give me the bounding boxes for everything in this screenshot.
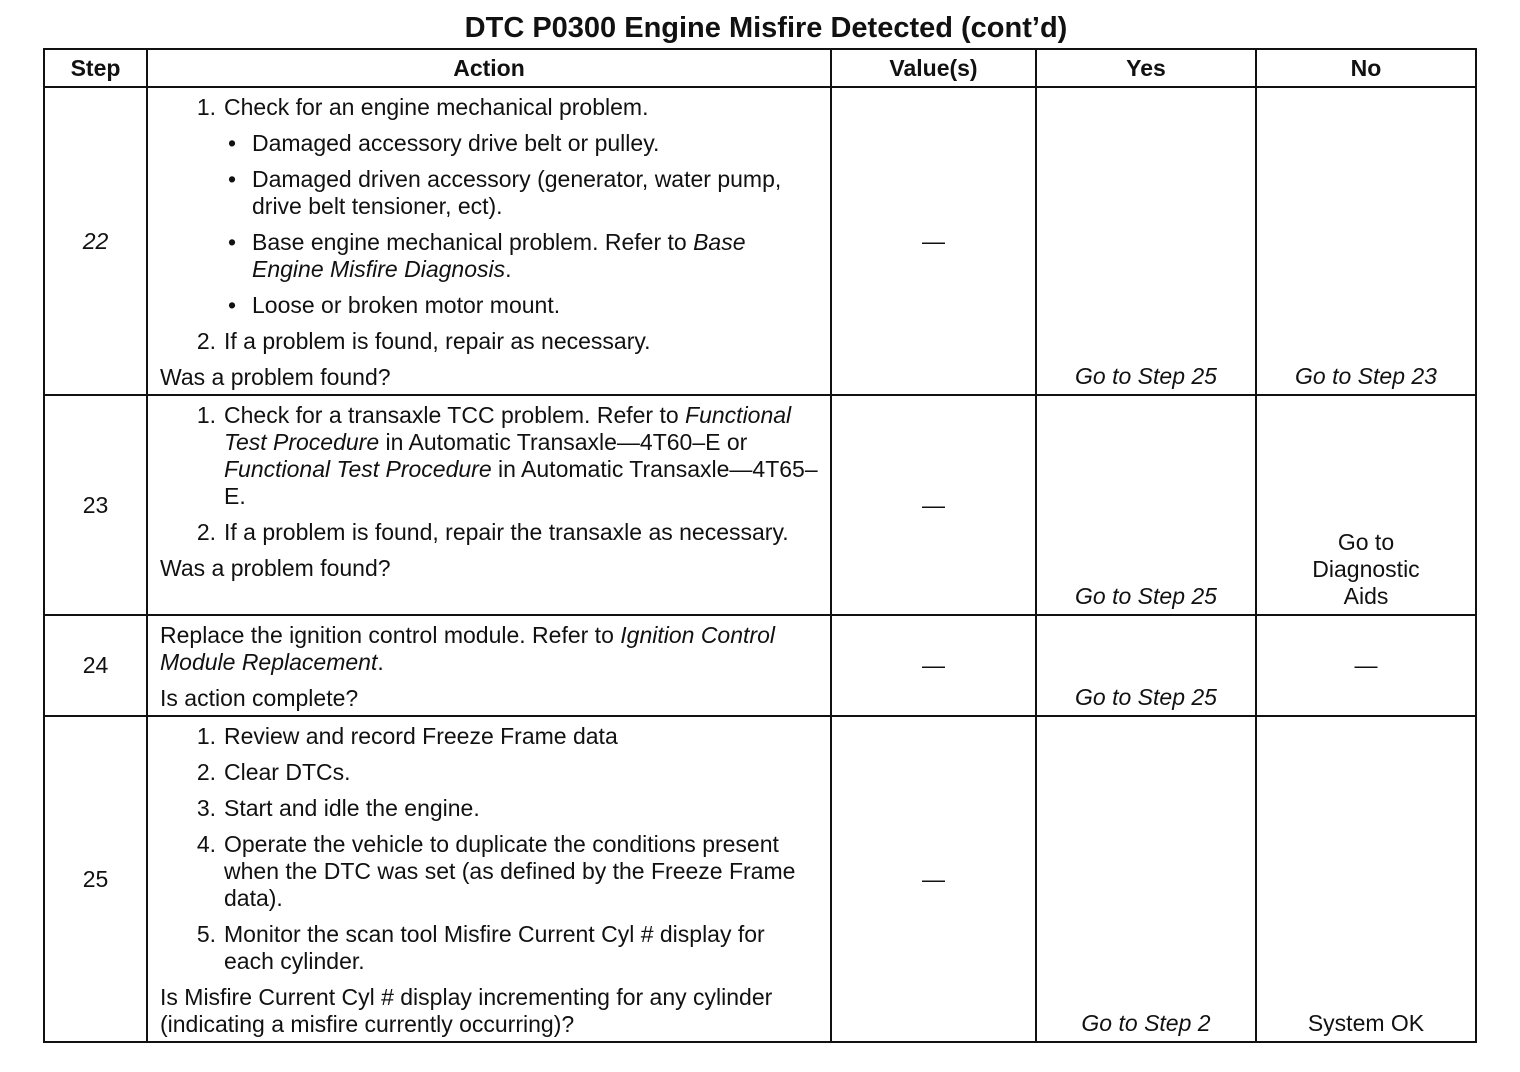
step-action: 1. Check for an engine mechanical problem. • Damaged accessory drive belt or pulley. • Damaged driven accessory (generator, water pump, drive belt tensioner, ect). • Base engine mechanical problem. Refer to Base Engine Misfire Diagnosis. • Loose or broken motor mount. 2. If a problem is found, repair as necessary. Was a problem found? (147, 87, 831, 395)
header-yes: Yes (1036, 49, 1256, 87)
step-value: — (831, 87, 1036, 395)
step-number: 23 (44, 395, 147, 615)
step-question: Is Misfire Current Cyl # display incrementing for any cylinder (indicating a misfire currently occurring)? (160, 984, 773, 1037)
step-number: 24 (44, 615, 147, 716)
header-no: No (1256, 49, 1476, 87)
action-bullet: Damaged driven accessory (generator, water pump, drive belt tensioner, ect). (252, 166, 782, 219)
action-item: Clear DTCs. (224, 759, 351, 785)
step-no: System OK (1256, 716, 1476, 1042)
step-yes: Go to Step 25 (1036, 615, 1256, 716)
step-no: Go to Step 23 (1256, 87, 1476, 395)
step-question: Was a problem found? (160, 555, 391, 581)
action-item: Review and record Freeze Frame data (224, 723, 618, 749)
step-yes: Go to Step 25 (1036, 87, 1256, 395)
step-no: — (1256, 615, 1476, 716)
reference-link-text: Base Engine Misfire Diagnosis (252, 229, 746, 282)
step-yes: Go to Step 2 (1036, 716, 1256, 1042)
action-item: If a problem is found, repair as necessary. (224, 328, 651, 354)
action-item: Start and idle the engine. (224, 795, 480, 821)
action-bullet: Base engine mechanical problem. Refer to Base Engine Misfire Diagnosis. (252, 229, 746, 282)
step-action: 1. Review and record Freeze Frame data 2. Clear DTCs. 3. Start and idle the engine. 4. Operate the vehicle to duplicate the conditions present when the DTC was set (as defined by the Freeze Frame data). 5. Monitor the scan tool Misfire Current Cyl # display for each cylinder. Is Misfire Current Cyl # display incrementing for any cylinder (indicating a misfire currently occurring)? (147, 716, 831, 1042)
action-item: Replace the ignition control module. Refer to Ignition Control Module Replacement. (160, 622, 775, 675)
table-row (44, 716, 1476, 1042)
table-row (44, 615, 1476, 716)
action-item: Check for a transaxle TCC problem. Refer to Functional Test Procedure in Automatic Transaxle—4T60–E or Functional Test Procedure in Automatic Transaxle—4T65–E. (224, 402, 818, 509)
diagnostic-table (43, 48, 1477, 1043)
action-bullet: Damaged accessory drive belt or pulley. (252, 130, 660, 156)
action-item: If a problem is found, repair the transaxle as necessary. (224, 519, 789, 545)
header-values: Value(s) (831, 49, 1036, 87)
table-row (44, 87, 1476, 395)
action-item: Monitor the scan tool Misfire Current Cyl # display for each cylinder. (224, 921, 765, 974)
step-number: 22 (44, 87, 147, 395)
step-question: Is action complete? (160, 685, 359, 711)
page-title: DTC P0300 Engine Misfire Detected (cont’d) (464, 12, 1068, 44)
action-bullet: Loose or broken motor mount. (252, 292, 561, 318)
step-no: Go to Diagnostic Aids (1256, 395, 1476, 615)
action-item: Operate the vehicle to duplicate the conditions present when the DTC was set (as defined by the Freeze Frame data). (224, 831, 796, 911)
step-question: Was a problem found? (160, 364, 391, 390)
step-action (147, 615, 831, 716)
step-value: — (831, 615, 1036, 716)
header-action: Action (147, 49, 831, 87)
step-yes: Go to Step 25 (1036, 395, 1256, 615)
step-value: — (831, 716, 1036, 1042)
header-row (44, 49, 1476, 87)
step-number: 25 (44, 716, 147, 1042)
step-action: 1. Check for a transaxle TCC problem. Refer to Functional Test Procedure in Automatic Transaxle—4T60–E or Functional Test Procedure in Automatic Transaxle—4T65–E. 2. If a problem is found, repair the transaxle as necessary. Was a problem found? (147, 395, 831, 615)
header-step: Step (44, 49, 147, 87)
action-item: Check for an engine mechanical problem. (224, 94, 649, 120)
table-row (44, 395, 1476, 615)
step-value: — (831, 395, 1036, 615)
